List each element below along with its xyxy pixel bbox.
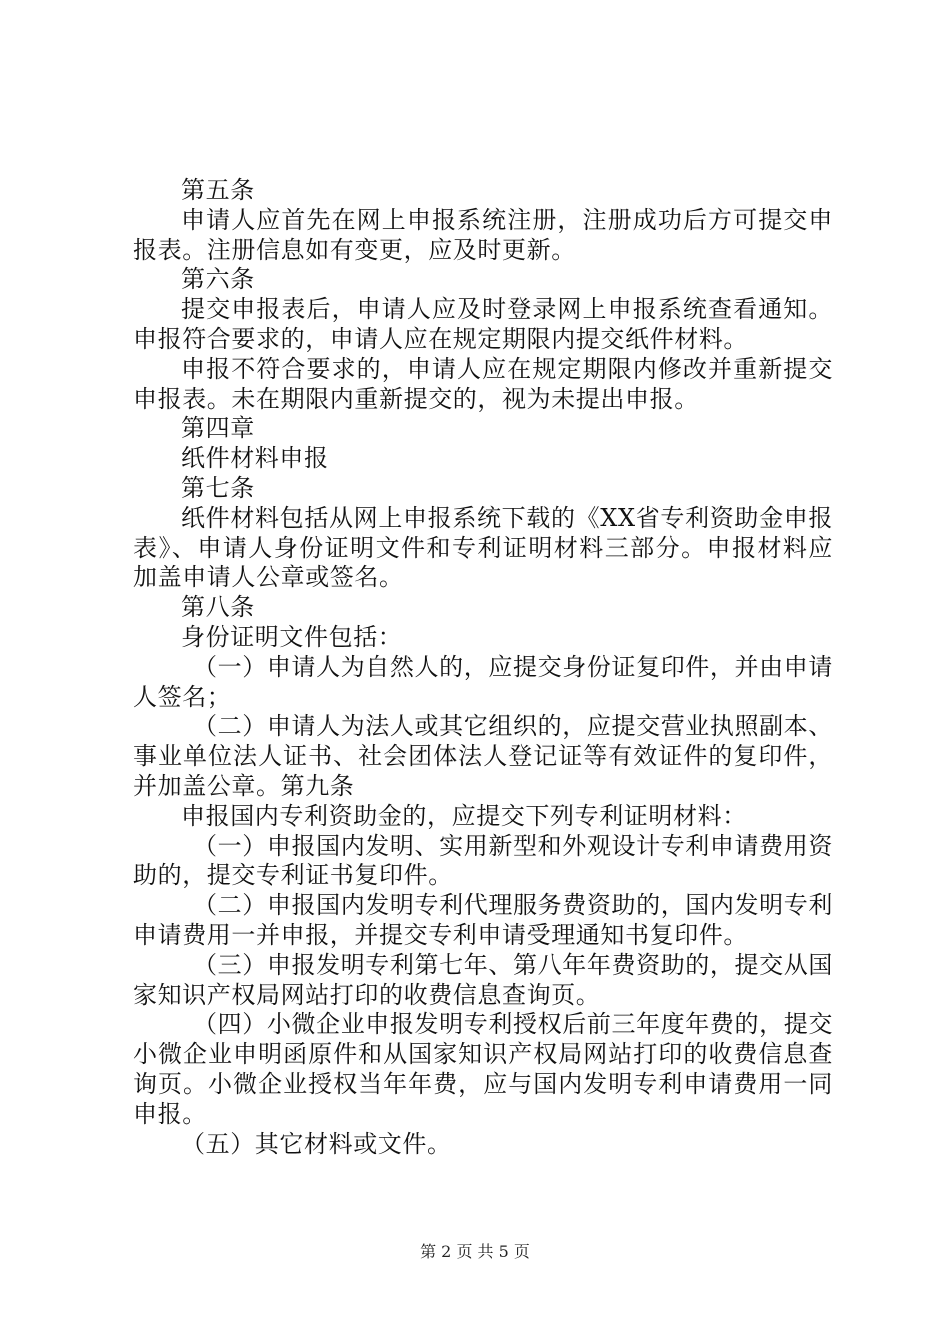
list-item: （二）申报国内发明专利代理服务费资助的，国内发明专利申请费用一并申报，并提交专利申请受理通知书复印件。 (133, 891, 833, 949)
document-body (133, 176, 833, 1159)
paragraph: 申请人应首先在网上申报系统注册，注册成功后方可提交申报表。注册信息如有变更，应及时更新。 (133, 205, 833, 264)
paragraph: 提交申报表后，申请人应及时登录网上申报系统查看通知。申报符合要求的，申请人应在规定期限内提交纸件材料。 (133, 295, 833, 353)
paragraph: 纸件材料包括从网上申报系统下载的《XX省专利资助金申报表》、申请人身份证明文件和专利证明材料三部分。申报材料应加盖申请人公章或签名。 (133, 503, 833, 592)
list-item: （一）申请人为自然人的，应提交身份证复印件，并由申请人签名； (133, 652, 833, 711)
list-item: （五）其它材料或文件。 (181, 1129, 452, 1158)
list-item: （四）小微企业申报发明专利授权后前三年度年费的，提交小微企业申明函原件和从国家知识产权局网站打印的收费信息查询页。小微企业授权当年年费，应与国内发明专利申请费用一同申报。 (133, 1010, 833, 1128)
chapter-heading: 第四章 (181, 414, 255, 443)
list-item: （三）申报发明专利第七年、第八年年费资助的，提交从国家知识产权局网站打印的收费信息查询页。 (133, 950, 833, 1009)
article-heading: 第七条 (181, 473, 255, 502)
article-heading: 第八条 (181, 593, 255, 622)
paragraph: 申报不符合要求的，申请人应在规定期限内修改并重新提交申报表。未在期限内重新提交的，视为未提出申报。 (133, 354, 833, 413)
page-number-footer: 第 2 页 共 5 页 (420, 1242, 530, 1261)
list-item: （一）申报国内发明、实用新型和外观设计专利申请费用资助的，提交专利证书复印件。 (133, 831, 833, 890)
article-heading: 第六条 (181, 265, 255, 294)
list-item: （二）申请人为法人或其它组织的，应提交营业执照副本、事业单位法人证书、社会团体法人登记证等有效证件的复印件，并加盖公章。第九条 (133, 712, 833, 800)
chapter-title: 纸件材料申报 (181, 444, 329, 473)
article-heading: 第五条 (181, 176, 255, 204)
paragraph: 申报国内专利资助金的，应提交下列专利证明材料： (181, 801, 747, 830)
paragraph: 身份证明文件包括： (181, 622, 403, 651)
